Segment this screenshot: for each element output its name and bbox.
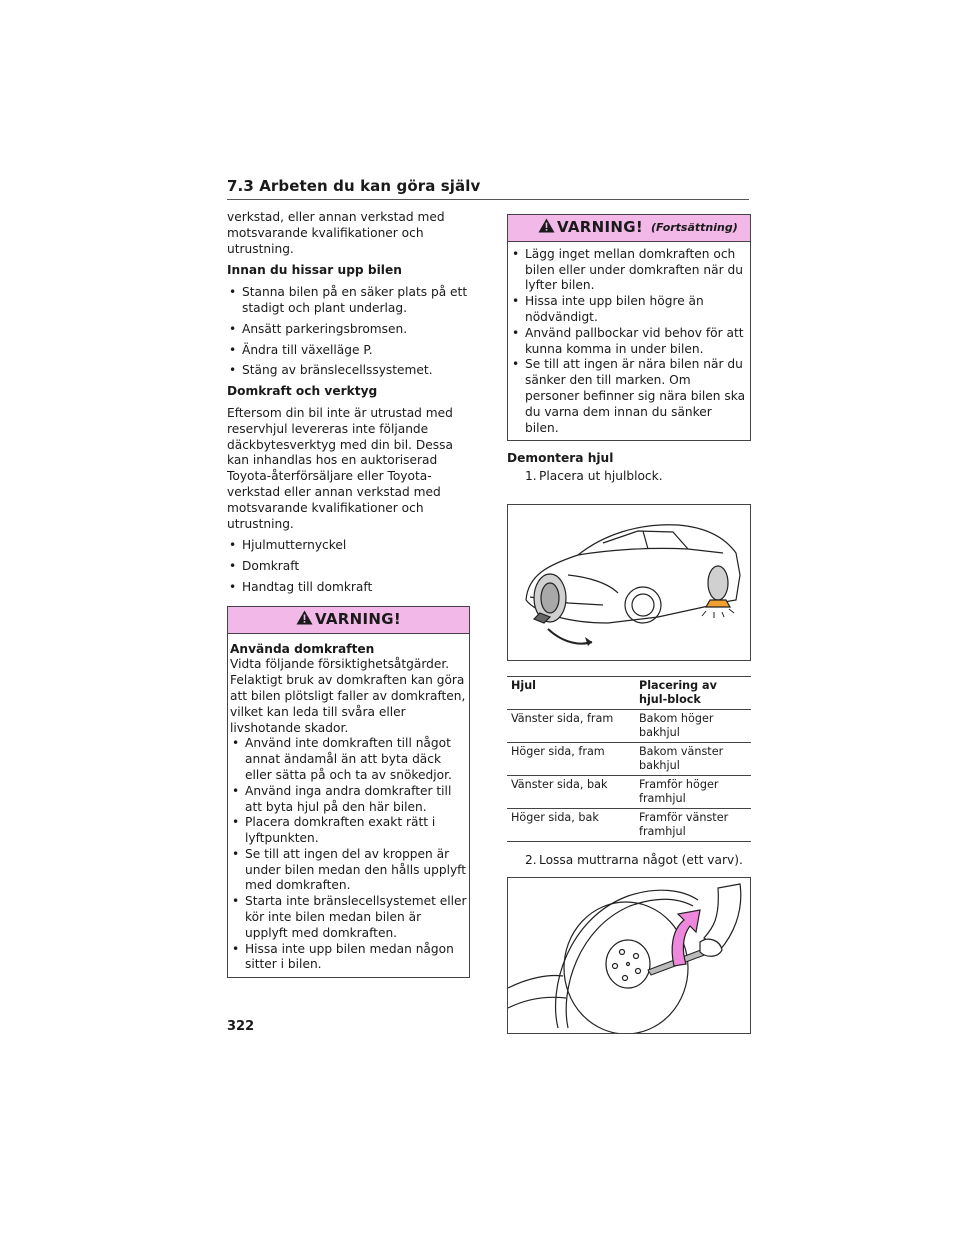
remove-wheel-heading: Demontera hjul <box>507 451 614 466</box>
warning-header <box>508 215 750 242</box>
warning-continued-label: (Fortsättning) <box>651 221 738 234</box>
warning-list <box>230 736 467 973</box>
section-title: 7.3 Arbeten du kan göra själv <box>227 177 481 195</box>
car-drawing <box>508 505 750 660</box>
step-text: Placera ut hjulblock. <box>539 469 663 484</box>
loosen-nuts-illustration <box>507 877 751 1034</box>
table-cell: Vänster sida, fram <box>507 709 633 742</box>
list-item: • Starta inte bränslecellsystemet eller kör inte bilen medan bilen är upplyft med domkraften. <box>230 894 467 941</box>
warning-body <box>228 634 469 978</box>
table-cell: Bakom höger bakhjul <box>633 709 751 742</box>
table-row <box>507 709 751 742</box>
table-cell: Höger sida, bak <box>507 808 633 841</box>
warning-body <box>508 242 750 441</box>
warning-box-continued <box>507 214 751 441</box>
tools-heading: Domkraft och verktyg <box>227 384 378 399</box>
right-column <box>507 214 751 1034</box>
step-1 <box>507 469 751 485</box>
list-item: • Hissa inte upp bilen högre än nödvändigt. <box>510 294 748 326</box>
table-cell: Framför höger framhjul <box>633 775 751 808</box>
table-cell: Vänster sida, bak <box>507 775 633 808</box>
list-item: • Placera domkraften exakt rätt i lyftpunkten. <box>230 815 467 847</box>
warning-triangle-icon <box>538 218 555 238</box>
section-header <box>227 177 749 200</box>
table-cell: Bakom vänster bakhjul <box>633 742 751 775</box>
list-item: • Stanna bilen på en säker plats på ett stadigt och plant underlag. <box>227 285 470 317</box>
list-item: • Handtag till domkraft <box>227 580 470 596</box>
car-wheel-chock-illustration <box>507 504 751 661</box>
list-item: • Se till att ingen är nära bilen när du sänker den till marken. Om personer befinner sig nära bilen ska du varna dem innan du sänker bilen. <box>510 357 748 436</box>
table-header-wheel: Hjul <box>507 676 633 709</box>
before-lifting-heading: Innan du hissar upp bilen <box>227 263 402 278</box>
list-item: • Ansätt parkeringsbromsen. <box>227 322 470 338</box>
wheel-wrench-drawing <box>508 878 750 1033</box>
warning-header <box>228 607 469 634</box>
list-item: • Hissa inte upp bilen medan någon sitter i bilen. <box>230 942 467 974</box>
list-item: • Se till att ingen del av kroppen är under bilen medan den hålls upplyft med domkraften. <box>230 847 467 894</box>
warning-intro: Vidta följande försiktighetsåtgärder. Felaktigt bruk av domkraften kan göra att bilen plötsligt faller av domkraften, vilket kan leda till svåra eller livshotande skador. <box>230 657 466 735</box>
wheel-chock-table <box>507 676 751 842</box>
table-row <box>507 808 751 841</box>
list-item: • Använd pallbockar vid behov för att kunna komma in under bilen. <box>510 326 748 358</box>
warning-list <box>510 247 748 437</box>
page-number: 322 <box>227 1019 255 1034</box>
warning-box <box>227 606 470 979</box>
table-row <box>507 742 751 775</box>
list-item: • Lägg inget mellan domkraften och bilen eller under domkraften när du lyfter bilen. <box>510 247 748 294</box>
table-header-row <box>507 676 751 709</box>
list-item: • Domkraft <box>227 559 470 575</box>
list-item: • Ändra till växelläge P. <box>227 343 470 359</box>
step-number: 1. <box>525 469 537 484</box>
list-item: • Använd inga andra domkrafter till att byta hjul på den här bilen. <box>230 784 467 816</box>
step-text: Lossa muttrarna något (ett varv). <box>539 852 743 867</box>
warning-title: VARNING! <box>315 609 401 628</box>
table-cell: Framför vänster framhjul <box>633 808 751 841</box>
step-number: 2. <box>525 852 537 867</box>
tools-list <box>227 538 470 595</box>
list-item: • Använd inte domkraften till något annat ändamål än att byta däck eller sätta på och ta av snökedjor. <box>230 736 467 783</box>
step-2 <box>507 853 751 869</box>
intro-text: verkstad, eller annan verkstad med motsvarande kvalifikationer och utrustning. <box>227 210 445 256</box>
warning-title: VARNING! <box>557 218 643 236</box>
table-header-placement: Placering av hjul-block <box>633 676 751 709</box>
table-row <box>507 775 751 808</box>
header-divider <box>227 199 749 200</box>
list-item: • Stäng av bränslecellssystemet. <box>227 363 470 379</box>
table-cell: Höger sida, fram <box>507 742 633 775</box>
warning-triangle-icon <box>296 610 313 630</box>
before-lifting-list <box>227 285 470 379</box>
warning-subheading: Använda domkraften <box>230 641 375 656</box>
tools-paragraph: Eftersom din bil inte är utrustad med reservhjul levereras inte följande däckbytesverktyg med din bil. Dessa kan inhandlas hos en auktoriserad Toyota-återförsäljare eller Toyota-verkstad eller annan verkstad med motsvarande kvalifikationer och utrustning. <box>227 405 453 531</box>
left-column <box>227 210 470 978</box>
list-item: • Hjulmutternyckel <box>227 538 470 554</box>
